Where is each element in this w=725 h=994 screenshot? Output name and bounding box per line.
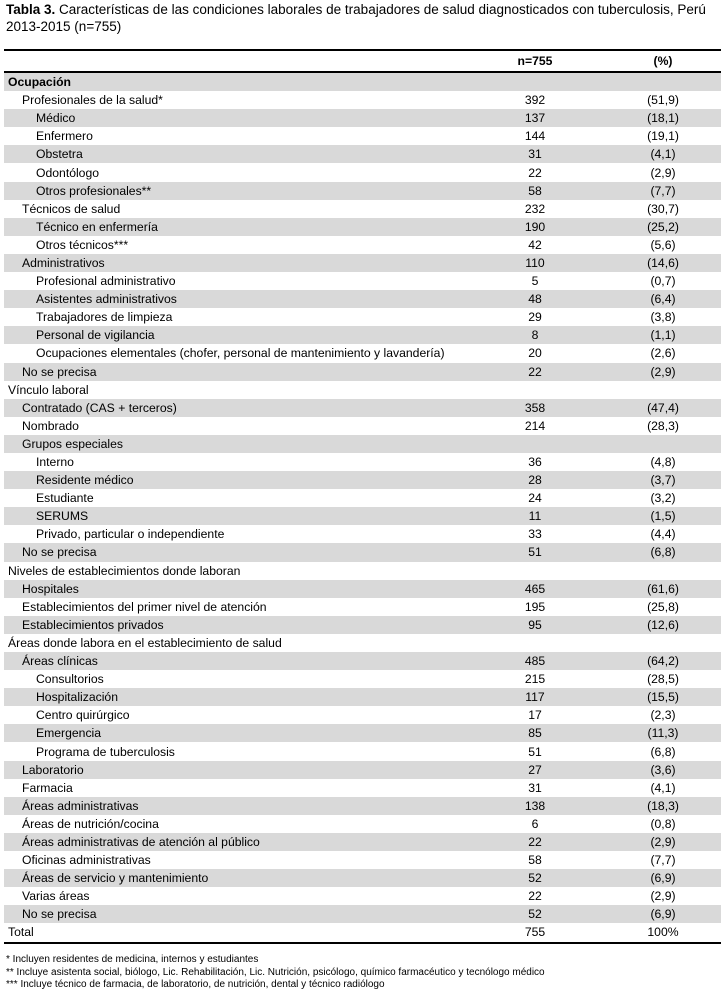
row-count: 31 [465, 145, 605, 163]
row-label: Interno [36, 455, 74, 470]
row-label: No se precisa [4, 905, 465, 923]
row-count: 465 [465, 580, 605, 598]
row-count: 52 [465, 869, 605, 887]
table-row [4, 851, 721, 869]
row-percent: (6,9) [605, 869, 721, 887]
row-count: 22 [528, 889, 542, 904]
row-count [465, 381, 605, 399]
table-caption-text: Características de las condiciones laborales de trabajadores de salud diagnosticados con tuberculosis, Perú 2013-2015 (n=755) [6, 2, 706, 34]
footnote: ** Incluye asistenta social, biólogo, Lic. Rehabilitación, Lic. Nutrición, psicólogo, químico farmacéutico y tecnólogo médico [6, 966, 545, 978]
row-percent: (0,8) [650, 816, 676, 831]
table-row [4, 634, 721, 652]
row-percent: (64,2) [605, 652, 721, 670]
row-count: 28 [465, 471, 605, 489]
table-body [4, 72, 721, 943]
row-count: 22 [465, 833, 605, 851]
row-count [465, 634, 605, 652]
header-percent: (%) [605, 50, 721, 72]
row-count: 392 [524, 93, 546, 108]
row-label: Profesionales de la salud* [22, 93, 163, 108]
row-count [465, 72, 605, 91]
table-row [4, 923, 721, 942]
table-row [4, 652, 721, 670]
table-row [4, 543, 721, 561]
table-row [4, 163, 721, 181]
row-count: 85 [465, 724, 605, 742]
row-percent [605, 562, 721, 580]
row-percent: (0,7) [650, 274, 676, 289]
table-row [4, 525, 721, 543]
row-label: Niveles de establecimientos donde laboran [8, 563, 241, 578]
table-row [4, 742, 721, 760]
row-percent: (1,1) [605, 326, 721, 344]
row-count: 27 [465, 761, 605, 779]
table-row [4, 218, 721, 236]
row-percent: (6,9) [605, 905, 721, 923]
row-count: 51 [528, 744, 542, 759]
row-percent [605, 435, 721, 453]
row-label: Áreas donde labora en el establecimiento de salud [8, 635, 282, 650]
row-percent: (18,1) [605, 109, 721, 127]
table-row [4, 815, 721, 833]
row-percent: (28,3) [647, 418, 679, 433]
row-count: 52 [465, 905, 605, 923]
table-row [4, 381, 721, 399]
row-label: Odontólogo [36, 165, 100, 180]
row-count: 485 [465, 652, 605, 670]
row-count: 95 [465, 616, 605, 634]
row-count: 8 [465, 326, 605, 344]
row-label: Consultorios [36, 672, 104, 687]
table-row [4, 797, 721, 815]
row-label: Residente médico [4, 471, 465, 489]
row-label: Técnicos de salud [22, 201, 121, 216]
row-percent: (3,6) [605, 761, 721, 779]
row-count: 144 [524, 129, 546, 144]
row-label: Grupos especiales [4, 435, 465, 453]
table-row [4, 363, 721, 381]
row-label: Vínculo laboral [8, 382, 89, 397]
row-percent: (4,8) [650, 455, 676, 470]
footnote: * Incluyen residentes de medicina, internos y estudiantes [6, 954, 259, 965]
row-count: 215 [524, 672, 546, 687]
table-row [4, 145, 721, 163]
row-label: Emergencia [4, 724, 465, 742]
row-label: Técnico en enfermería [4, 218, 465, 236]
row-count: 214 [524, 418, 546, 433]
table-row [4, 724, 721, 742]
row-label: Trabajadores de limpieza [36, 310, 173, 325]
row-percent: (7,7) [650, 853, 676, 868]
row-count: 17 [528, 708, 542, 723]
row-count: 137 [465, 109, 605, 127]
header-row [4, 50, 721, 72]
row-label: Obstetra [4, 145, 465, 163]
table-row [4, 905, 721, 923]
row-percent: (25,2) [605, 218, 721, 236]
row-percent: (3,8) [650, 310, 676, 325]
row-label: Áreas de servicio y mantenimiento [4, 869, 465, 887]
row-count: 58 [465, 182, 605, 200]
table-row [4, 290, 721, 308]
row-label: Estudiante [36, 491, 94, 506]
row-percent: (2,9) [650, 165, 676, 180]
table-row [4, 127, 721, 145]
row-label: Privado, particular o independiente [36, 527, 225, 542]
row-percent: (6,4) [605, 290, 721, 308]
row-label: Hospitalización [4, 688, 465, 706]
row-percent: (2,3) [650, 708, 676, 723]
table-row [4, 688, 721, 706]
row-label: Programa de tuberculosis [36, 744, 175, 759]
row-label: Establecimientos del primer nivel de atención [22, 599, 267, 614]
row-label: Total [4, 923, 465, 942]
table-row [4, 308, 721, 326]
table-row [4, 670, 721, 688]
row-label: Nombrado [22, 418, 79, 433]
row-percent: (11,3) [605, 724, 721, 742]
row-label: Establecimientos privados [4, 616, 465, 634]
row-label: Farmacia [22, 780, 73, 795]
table-row [4, 435, 721, 453]
row-count: 51 [465, 543, 605, 561]
table-row [4, 489, 721, 507]
row-count: 33 [528, 527, 542, 542]
row-percent: (2,9) [605, 363, 721, 381]
row-label: Laboratorio [4, 761, 465, 779]
row-percent: (19,1) [647, 129, 679, 144]
row-percent: (18,3) [605, 797, 721, 815]
table-row [4, 471, 721, 489]
row-label: Profesional administrativo [36, 274, 176, 289]
row-label: Asistentes administrativos [4, 290, 465, 308]
row-count: 190 [465, 218, 605, 236]
row-label: Varias áreas [22, 889, 90, 904]
row-percent [605, 72, 721, 91]
row-label: Médico [4, 109, 465, 127]
row-percent [605, 381, 721, 399]
row-percent: (3,2) [650, 491, 676, 506]
row-count: 755 [465, 923, 605, 942]
row-label: No se precisa [4, 543, 465, 561]
row-percent: (1,5) [605, 507, 721, 525]
footnotes [6, 954, 722, 992]
table-row [4, 562, 721, 580]
row-label: Áreas clínicas [4, 652, 465, 670]
table-row [4, 326, 721, 344]
table-row [4, 236, 721, 254]
row-count: 24 [528, 491, 542, 506]
row-label: No se precisa [4, 363, 465, 381]
table-row [4, 72, 721, 91]
row-label: Personal de vigilancia [4, 326, 465, 344]
row-label: Administrativos [4, 254, 465, 272]
row-count: 195 [524, 599, 546, 614]
row-count: 20 [528, 346, 542, 361]
table-row [4, 109, 721, 127]
row-label: Centro quirúrgico [36, 708, 130, 723]
row-percent: (51,9) [647, 93, 679, 108]
row-percent: (4,1) [605, 145, 721, 163]
row-percent: (4,1) [650, 780, 676, 795]
row-count: 117 [465, 688, 605, 706]
row-percent: (4,4) [650, 527, 676, 542]
row-count: 232 [524, 201, 546, 216]
row-count: 110 [465, 254, 605, 272]
table-row [4, 616, 721, 634]
table-row [4, 254, 721, 272]
row-label: Otros técnicos*** [36, 237, 129, 252]
row-label: Contratado (CAS + terceros) [4, 399, 465, 417]
row-count: 42 [528, 237, 542, 252]
row-count: 29 [528, 310, 542, 325]
footnote: *** Incluye técnico de farmacia, de laboratorio, de nutrición, dental y técnico radiólogo [6, 979, 385, 990]
table-row [4, 399, 721, 417]
row-label: Ocupaciones elementales (chofer, personal de mantenimiento y lavandería) [36, 346, 445, 361]
row-count: 48 [465, 290, 605, 308]
row-count: 11 [465, 507, 605, 525]
row-percent: (25,8) [647, 599, 679, 614]
row-label: Otros profesionales** [4, 182, 465, 200]
row-label: Enfermero [36, 129, 93, 144]
row-count: 358 [465, 399, 605, 417]
row-percent: (5,6) [650, 237, 676, 252]
table-row [4, 761, 721, 779]
table-row [4, 453, 721, 471]
table-row [4, 833, 721, 851]
row-label: Hospitales [4, 580, 465, 598]
row-percent: (3,7) [605, 471, 721, 489]
table-row [4, 91, 721, 109]
table-row [4, 200, 721, 218]
table-row [4, 507, 721, 525]
row-count [465, 435, 605, 453]
table-row [4, 272, 721, 290]
data-table [4, 49, 721, 944]
header-n: n=755 [465, 50, 605, 72]
row-count: 58 [528, 853, 542, 868]
row-percent: (28,5) [647, 672, 679, 687]
row-count: 22 [465, 363, 605, 381]
row-percent: (2,9) [650, 889, 676, 904]
row-percent: (47,4) [605, 399, 721, 417]
row-percent: (12,6) [605, 616, 721, 634]
row-count: 6 [531, 816, 539, 831]
table-header [4, 50, 721, 72]
table-row [4, 706, 721, 724]
row-label: Áreas de nutrición/cocina [22, 816, 159, 831]
row-percent: (14,6) [605, 254, 721, 272]
header-label [4, 50, 465, 72]
row-percent: 100% [605, 923, 721, 942]
row-percent [605, 634, 721, 652]
row-label: Oficinas administrativas [22, 853, 151, 868]
table-row [4, 580, 721, 598]
row-label: SERUMS [4, 507, 465, 525]
row-percent: (2,9) [605, 833, 721, 851]
row-percent: (6,8) [650, 744, 676, 759]
row-count: 22 [528, 165, 542, 180]
row-percent: (6,8) [605, 543, 721, 561]
row-label: Áreas administrativas [4, 797, 465, 815]
table-row [4, 598, 721, 616]
row-percent: (61,6) [605, 580, 721, 598]
table-caption-label: Tabla 3. [6, 2, 56, 17]
row-percent: (30,7) [647, 201, 679, 216]
row-count: 138 [465, 797, 605, 815]
row-count: 36 [528, 455, 542, 470]
table-row [4, 887, 721, 905]
table-row [4, 182, 721, 200]
row-label: Ocupación [4, 72, 465, 91]
row-count: 31 [528, 780, 542, 795]
table-row [4, 779, 721, 797]
row-percent: (15,5) [605, 688, 721, 706]
table-row [4, 869, 721, 887]
row-percent: (7,7) [605, 182, 721, 200]
row-count: 5 [531, 274, 539, 289]
table-row [4, 417, 721, 435]
table-caption [6, 1, 722, 35]
row-percent: (2,6) [650, 346, 676, 361]
table-row [4, 344, 721, 362]
row-label: Áreas administrativas de atención al público [4, 833, 465, 851]
row-count [465, 562, 605, 580]
